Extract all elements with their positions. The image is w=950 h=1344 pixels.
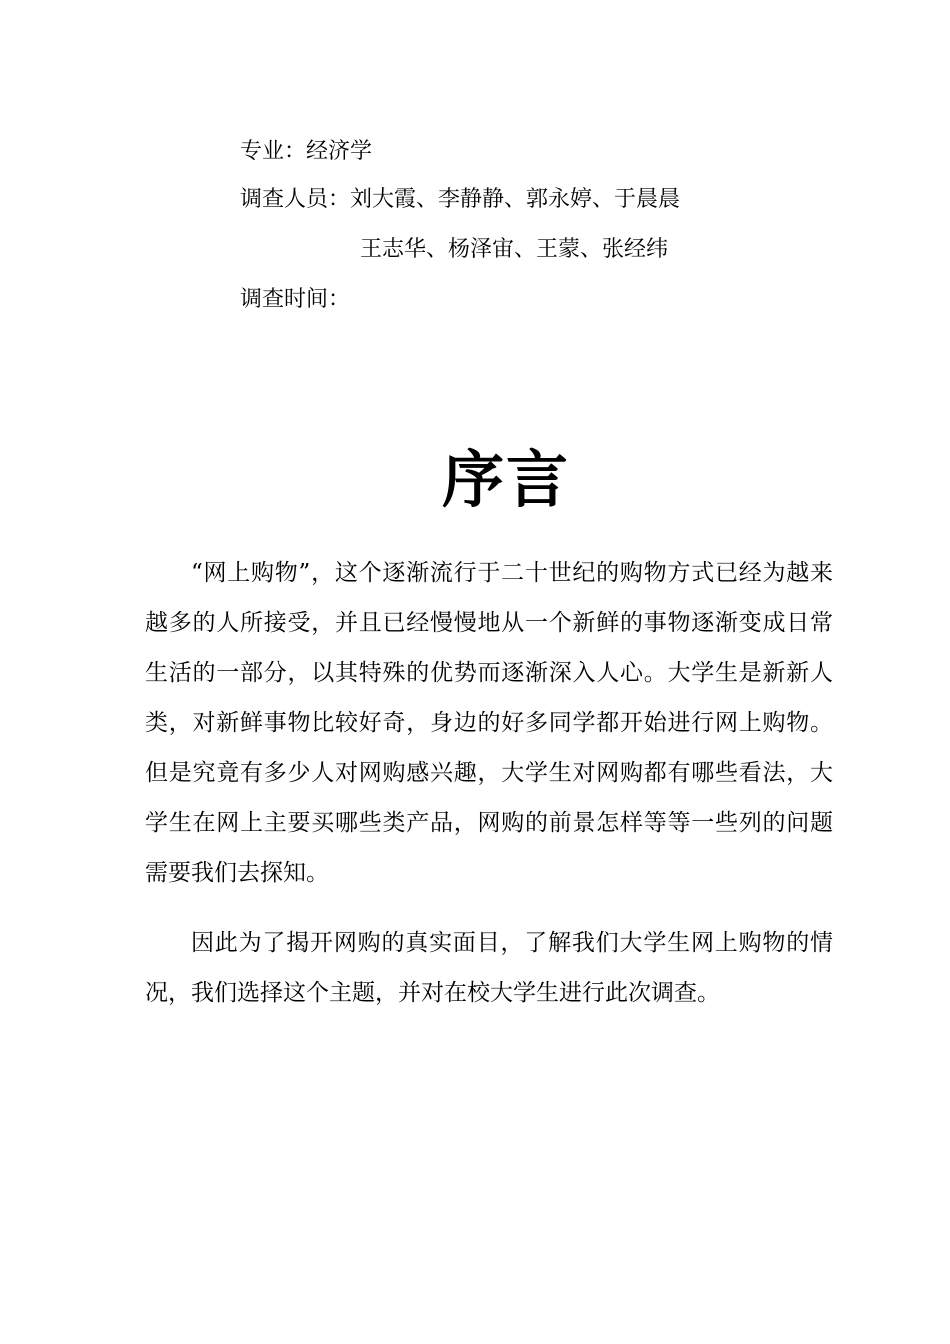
preface-paragraph-2: 因此为了揭开网购的真实面目，了解我们大学生网上购物的情况，我们选择这个主题，并对在校大学生进行此次调查。 — [145, 930, 833, 1006]
survey-time-line: 调查时间： — [240, 287, 351, 312]
preface-title: 序言 — [441, 443, 570, 516]
survey-members-line: 调查人员：刘大霞、李静静、郭永婷、于晨晨 — [240, 187, 681, 212]
survey-members-continuation: 王志华、杨泽宙、王蒙、张经纬 — [360, 237, 669, 262]
major-line: 专业：经济学 — [240, 139, 373, 164]
preface-paragraph-1: “网上购物”，这个逐渐流行于二十世纪的购物方式已经为越来越多的人所接受，并且已经慢慢地从一个新鲜的事物逐渐变成日常生活的一部分，以其特殊的优势而逐渐深入人心。大学生是新新人类，对新鲜事物比较好奇，身边的好多同学都开始进行网上购物。但是究竟有多少人对网购感兴趣，大学生对网购都有哪些看法，大学生在网上主要买哪些类产品，网购的前景怎样等等一些列的问题需要我们去探知。 — [145, 560, 833, 886]
